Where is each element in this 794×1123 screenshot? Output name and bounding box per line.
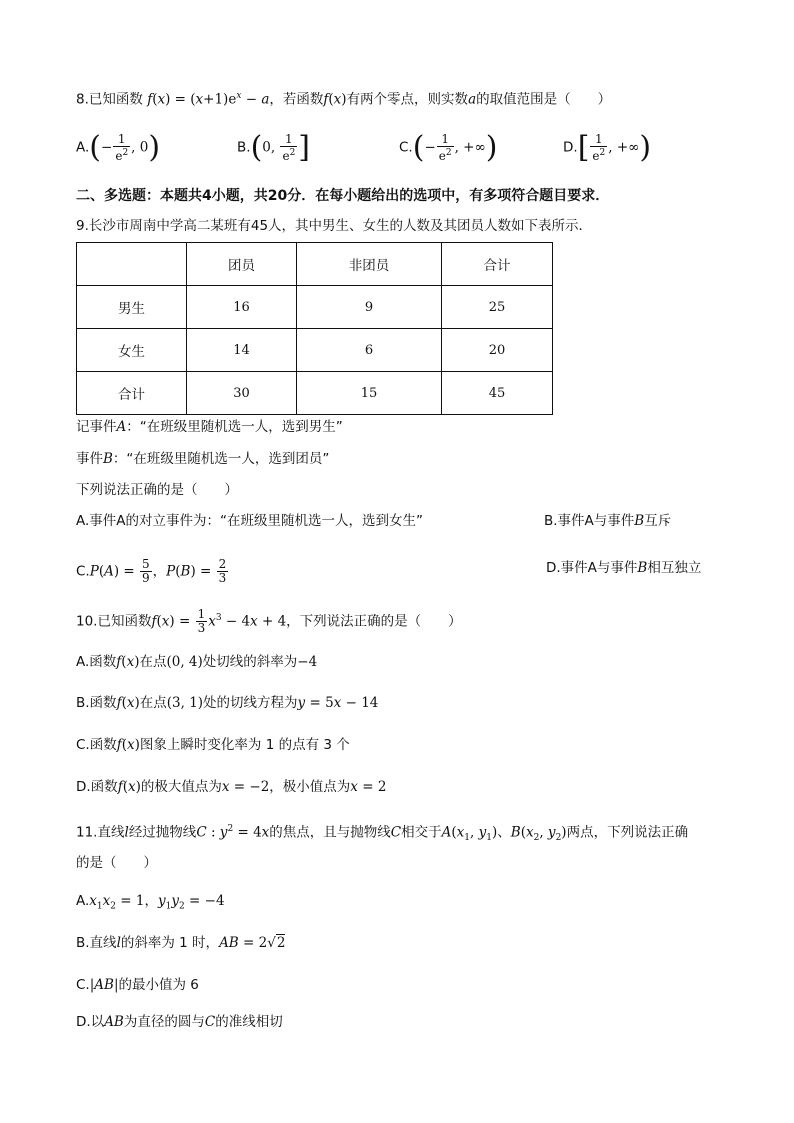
q9-question: 下列说法正确的是（ ） [76, 482, 238, 498]
q9-event-b: 事件B：“在班级里随机选一人，选到团员” [76, 451, 330, 467]
table-row [77, 329, 553, 372]
q9-event-a: 记事件A：“在班级里随机选一人，选到男生” [76, 419, 343, 435]
q9-option-d: D.事件A与事件B相互独立 [546, 560, 702, 576]
table-cell: 男生 [77, 286, 187, 329]
q8-stem: 8.已知函数 $f(x) = (x+1)e^x - a$，若函数f(x)有两个零点，则实数a的取值范围是（ ） [76, 91, 612, 108]
table-cell: 15 [297, 372, 442, 415]
table-cell: 合计 [442, 243, 553, 286]
section-heading: 二、多选题：本题共4小题，共20分．在每小题给出的选项中，有多项符合题目要求． [76, 188, 610, 204]
q11-stem-line2: 的是（ ） [76, 855, 157, 871]
table-row [77, 372, 553, 415]
table-row [77, 286, 553, 329]
q10-option-b: B.函数f(x)在点(3, 1)处的切线方程为y = 5x − 14 [76, 695, 379, 711]
table-cell: 非团员 [297, 243, 442, 286]
q8-option-b: B.(0, $\frac{1}{e^2}$ ] [237, 130, 311, 165]
q10-option-a: A.函数f(x)在点(0, 4)处切线的斜率为−4 [76, 654, 318, 670]
table-cell [77, 243, 187, 286]
q10-option-c: C.函数f(x)图象上瞬时变化率为 1 的点有 3 个 [76, 737, 350, 753]
q11-option-d: D.以AB为直径的圆与C的准线相切 [76, 1014, 283, 1030]
table-cell: 女生 [77, 329, 187, 372]
q9-option-a: A.事件A的对立事件为：“在班级里随机选一人，选到女生” [76, 513, 424, 529]
table-cell: 14 [187, 329, 297, 372]
table-cell: 团员 [187, 243, 297, 286]
table-cell: 20 [442, 329, 553, 372]
table-cell: 25 [442, 286, 553, 329]
table-cell: 30 [187, 372, 297, 415]
q11-option-b: B.直线l的斜率为 1 时，AB = 2√2 [76, 935, 286, 951]
q10-stem: 10.已知函数f(x) = $\frac{1}{3}$ $x^3 - 4x + 4$，下列说法正确的是（ ） [76, 607, 462, 635]
table-cell: 6 [297, 329, 442, 372]
table-cell: 9 [297, 286, 442, 329]
q11-option-c: C.|AB|的最小值为 6 [76, 977, 199, 993]
q8-option-c: C.(− $\frac{1}{e^2}$ , +∞) [399, 130, 498, 165]
table-cell: 45 [442, 372, 553, 415]
q9-intro: 9.长沙市周南中学高二某班有45人，其中男生、女生的人数及其团员人数如下表所示． [76, 218, 593, 234]
q8-option-a: A.(− $\frac{1}{e^2}$ , 0) [76, 130, 161, 165]
q11-option-a: $A.x_1x_2 = 1$，$y_1y_2 = -4$ [76, 893, 225, 912]
table-cell: 合计 [77, 372, 187, 415]
q10-option-d: D.函数f(x)的极大值点为x = −2，极小值点为x = 2 [76, 779, 387, 795]
table-cell: 16 [187, 286, 297, 329]
q11-stem: 11.直线l经过抛物线C : $y^2 = 4x$的焦点，且与抛物线C相交于$A(x_1$, $y_1$)、$B(x_2$, $y_2$)两点，下列说法正确 [76, 824, 689, 844]
table-header-row [77, 243, 553, 286]
q9-table [76, 242, 553, 415]
q9-option-b: B.事件A与事件B互斥 [544, 513, 672, 529]
q9-option-c: C.P(A) = $\frac{5}{9}$ ，P(B) = $\frac{2}{3}$ [76, 557, 227, 585]
q8-option-d: D.[ $\frac{1}{e^2}$ , +∞) [563, 130, 652, 165]
